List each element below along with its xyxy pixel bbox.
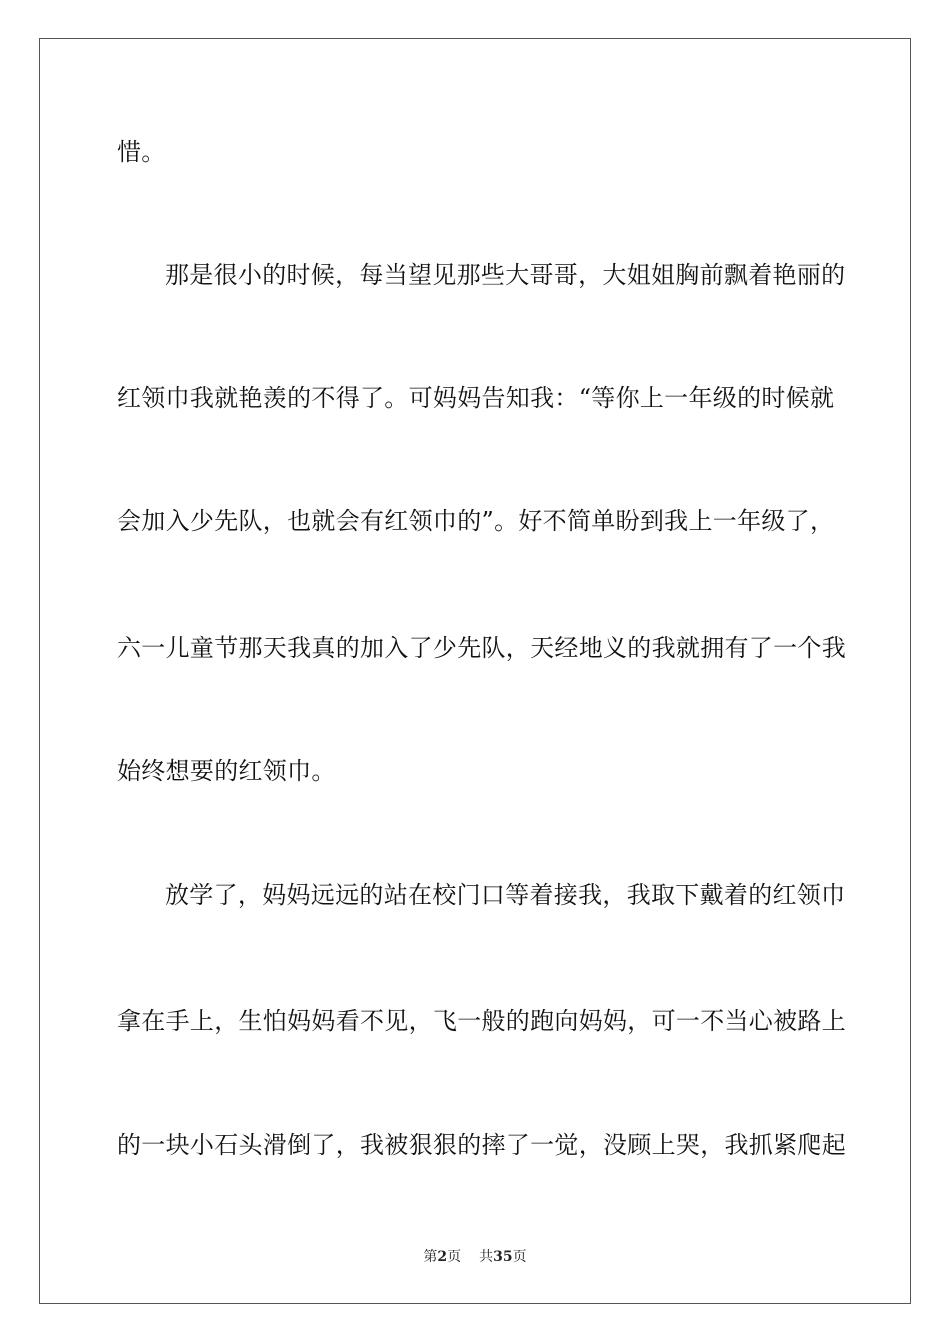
text-line-9: 的一块小石头滑倒了，我被狠狠的摔了一觉，没顾上哭，我抓紧爬起 — [117, 1131, 846, 1159]
text-line-3: 红领巾我就艳羡的不得了。可妈妈告知我：“等你上一年级的时候就 — [117, 384, 835, 412]
text-line-5: 六一儿童节那天我真的加入了少先队，天经地义的我就拥有了一个我 — [117, 634, 846, 662]
text-line-6: 始终想要的红领巾。 — [117, 757, 336, 785]
total-prefix: 共 — [479, 1249, 494, 1265]
text-line-1: 惜。 — [117, 138, 166, 166]
text-line-8: 拿在手上，生怕妈妈看不见，飞一般的跑向妈妈，可一不当心被路上 — [117, 1007, 846, 1035]
page-number: 2 — [437, 1249, 448, 1265]
text-line-7: 放学了，妈妈远远的站在校门口等着接我，我取下戴着的红领巾 — [165, 881, 846, 909]
text-line-2: 那是很小的时候，每当望见那些大哥哥，大姐姐胸前飘着艳丽的 — [165, 261, 846, 289]
total-pages: 35 — [493, 1249, 513, 1265]
page-prefix: 第 — [423, 1249, 438, 1265]
total-suffix: 页 — [512, 1249, 527, 1265]
text-line-4: 会加入少先队，也就会有红领巾的”。好不简单盼到我上一年级了， — [117, 507, 835, 535]
page-suffix: 页 — [447, 1249, 462, 1265]
page-frame — [39, 38, 911, 1304]
page-footer — [0, 1248, 950, 1266]
